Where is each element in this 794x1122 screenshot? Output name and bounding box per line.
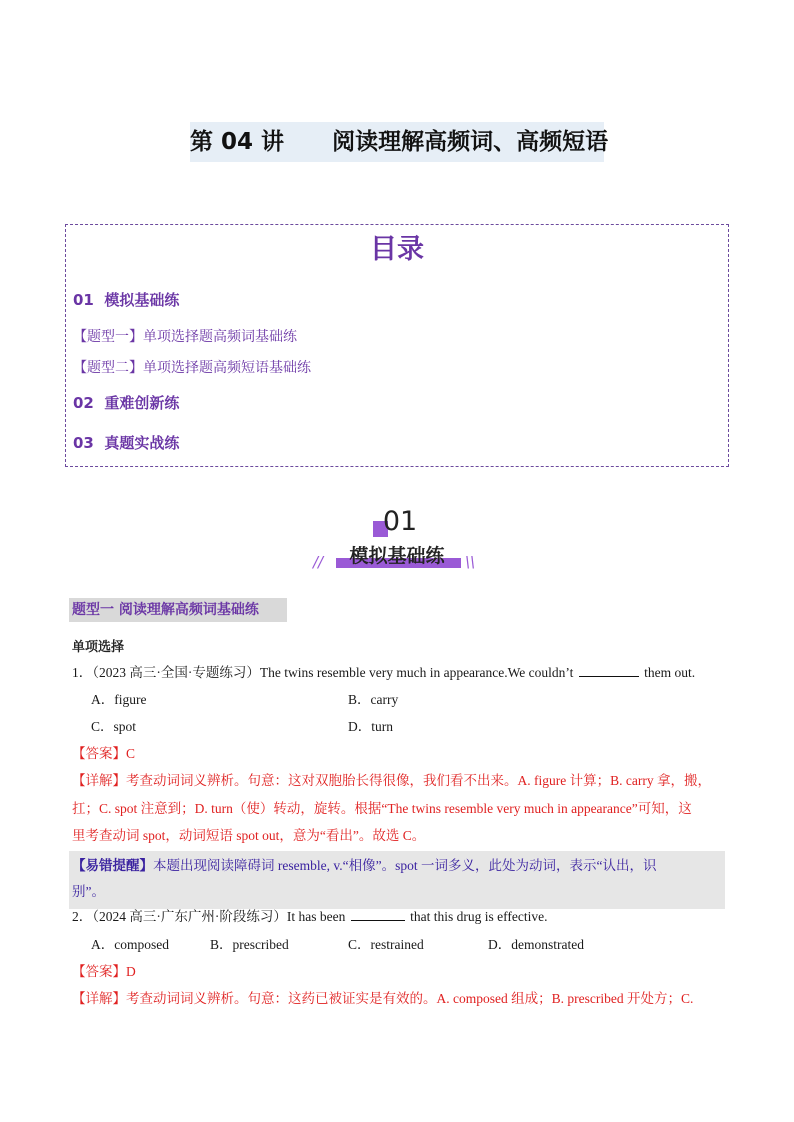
question-1-answer: 【答案】C	[72, 746, 136, 762]
toc-section-2[interactable]: 02 重难创新练	[73, 394, 180, 412]
left-slash-decoration: //	[313, 553, 324, 571]
question-2-option-c: C．restrained	[348, 937, 424, 952]
lecture-number: 第 04 讲	[190, 129, 285, 155]
lecture-topic: 阅读理解高频词、高频短语	[332, 129, 609, 155]
section-number: 01	[382, 506, 418, 537]
question-1-stem: 1．（2023 高三·全国·专题练习）The twins resemble very much in appearance.We couldn’t them out.	[72, 665, 696, 680]
toc-section-3[interactable]: 03 真题实战练	[73, 434, 180, 452]
toc-subitem-2[interactable]: 【题型二】单项选择题高频短语基础练	[73, 360, 311, 376]
page-title	[190, 122, 609, 162]
question-2-answer: 【答案】D	[72, 964, 136, 980]
question-1-detail-line-1: 【详解】考查动词词义辨析。句意：这对双胞胎长得很像，我们看不出来。A. figure 计算；B. carry 拿，搬，	[72, 773, 711, 789]
question-2-detail-line-1: 【详解】考查动词词义辨析。句意：这药已被证实是有效的。A. composed 组成；B. prescribed 开处方；C.	[72, 991, 694, 1007]
toc-subitem-1[interactable]: 【题型一】单项选择题高频词基础练	[73, 329, 297, 345]
right-slash-decoration: \\	[465, 553, 476, 571]
question-2-option-b: B．prescribed	[210, 937, 289, 952]
question-1-detail-line-2: 扛；C. spot 注意到；D. turn（使）转动，旋转。根据“The twins resemble very much in appearance”可知，这	[72, 801, 692, 816]
toc-section-1[interactable]: 01 模拟基础练	[73, 291, 180, 309]
answer-blank	[351, 908, 405, 921]
question-1-option-d: D．turn	[348, 719, 393, 734]
answer-blank	[579, 664, 639, 677]
question-1-option-c: C．spot	[91, 719, 137, 734]
question-2-option-d: D．demonstrated	[488, 937, 584, 952]
question-type-heading: 题型一 阅读理解高频词基础练	[69, 598, 287, 622]
question-2-option-a: A．composed	[91, 937, 169, 952]
question-1-option-b: B．carry	[348, 692, 399, 707]
question-1-detail-line-3: 里考查动词 spot，动词短语 spot out，意为“看出”。故选 C。	[72, 828, 426, 843]
error-reminder-text: 【易错提醒】本题出现阅读障碍词 resemble, v.“相像”。spot 一词多义，此处为动词，表示“认出，识 别”。	[72, 858, 657, 899]
section-title: 模拟基础练	[349, 545, 445, 567]
question-2-stem: 2．（2024 高三·广东广州·阶段练习）It has been that this drug is effective.	[72, 909, 548, 924]
table-of-contents	[65, 224, 729, 467]
toc-heading: 目录	[370, 234, 424, 265]
question-1-option-a: A．figure	[91, 692, 147, 707]
question-subheading: 单项选择	[72, 640, 125, 655]
